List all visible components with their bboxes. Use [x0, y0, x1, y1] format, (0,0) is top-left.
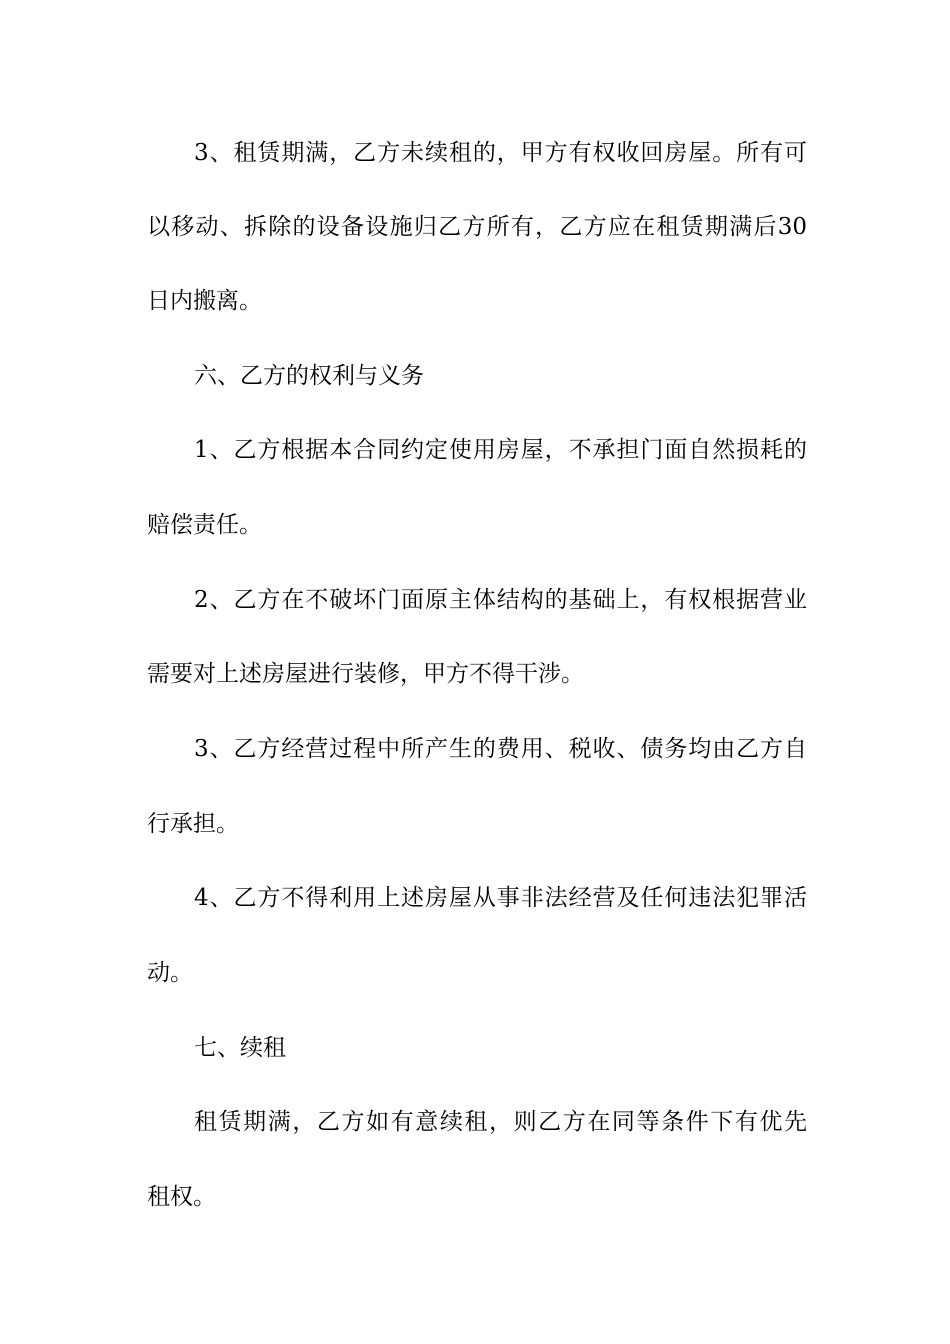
section-6-item-3-line-2: 行承担。	[147, 811, 239, 837]
clause-5-3-line-1: 3、租赁期满，乙方未续租的，甲方有权收回房屋。所有可	[194, 140, 807, 166]
section-6-heading: 六、乙方的权利与义务	[194, 363, 424, 389]
section-6-item-2-line-2: 需要对上述房屋进行装修，甲方不得干涉。	[147, 661, 584, 687]
section-7-body-line-1: 租赁期满，乙方如有意续租，则乙方在同等条件下有优先	[194, 1109, 807, 1135]
section-6-item-3-line-1: 3、乙方经营过程中所产生的费用、税收、债务均由乙方自	[194, 736, 807, 762]
section-6-item-4-line-2: 动。	[147, 960, 193, 986]
clause-5-3-line-2: 以移动、拆除的设备设施归乙方所有，乙方应在租赁期满后30	[147, 214, 807, 240]
section-6-item-1-line-2: 赔偿责任。	[147, 512, 262, 538]
section-7-heading: 七、续租	[194, 1035, 286, 1061]
clause-5-3-line-3: 日内搬离。	[147, 288, 262, 314]
section-6-item-1-line-1: 1、乙方根据本合同约定使用房屋，不承担门面自然损耗的	[194, 437, 807, 463]
section-7-body-line-2: 租权。	[147, 1184, 216, 1210]
section-6-item-2-line-1: 2、乙方在不破坏门面原主体结构的基础上，有权根据营业	[194, 587, 807, 613]
section-6-item-4-line-1: 4、乙方不得利用上述房屋从事非法经营及任何违法犯罪活	[194, 885, 807, 911]
